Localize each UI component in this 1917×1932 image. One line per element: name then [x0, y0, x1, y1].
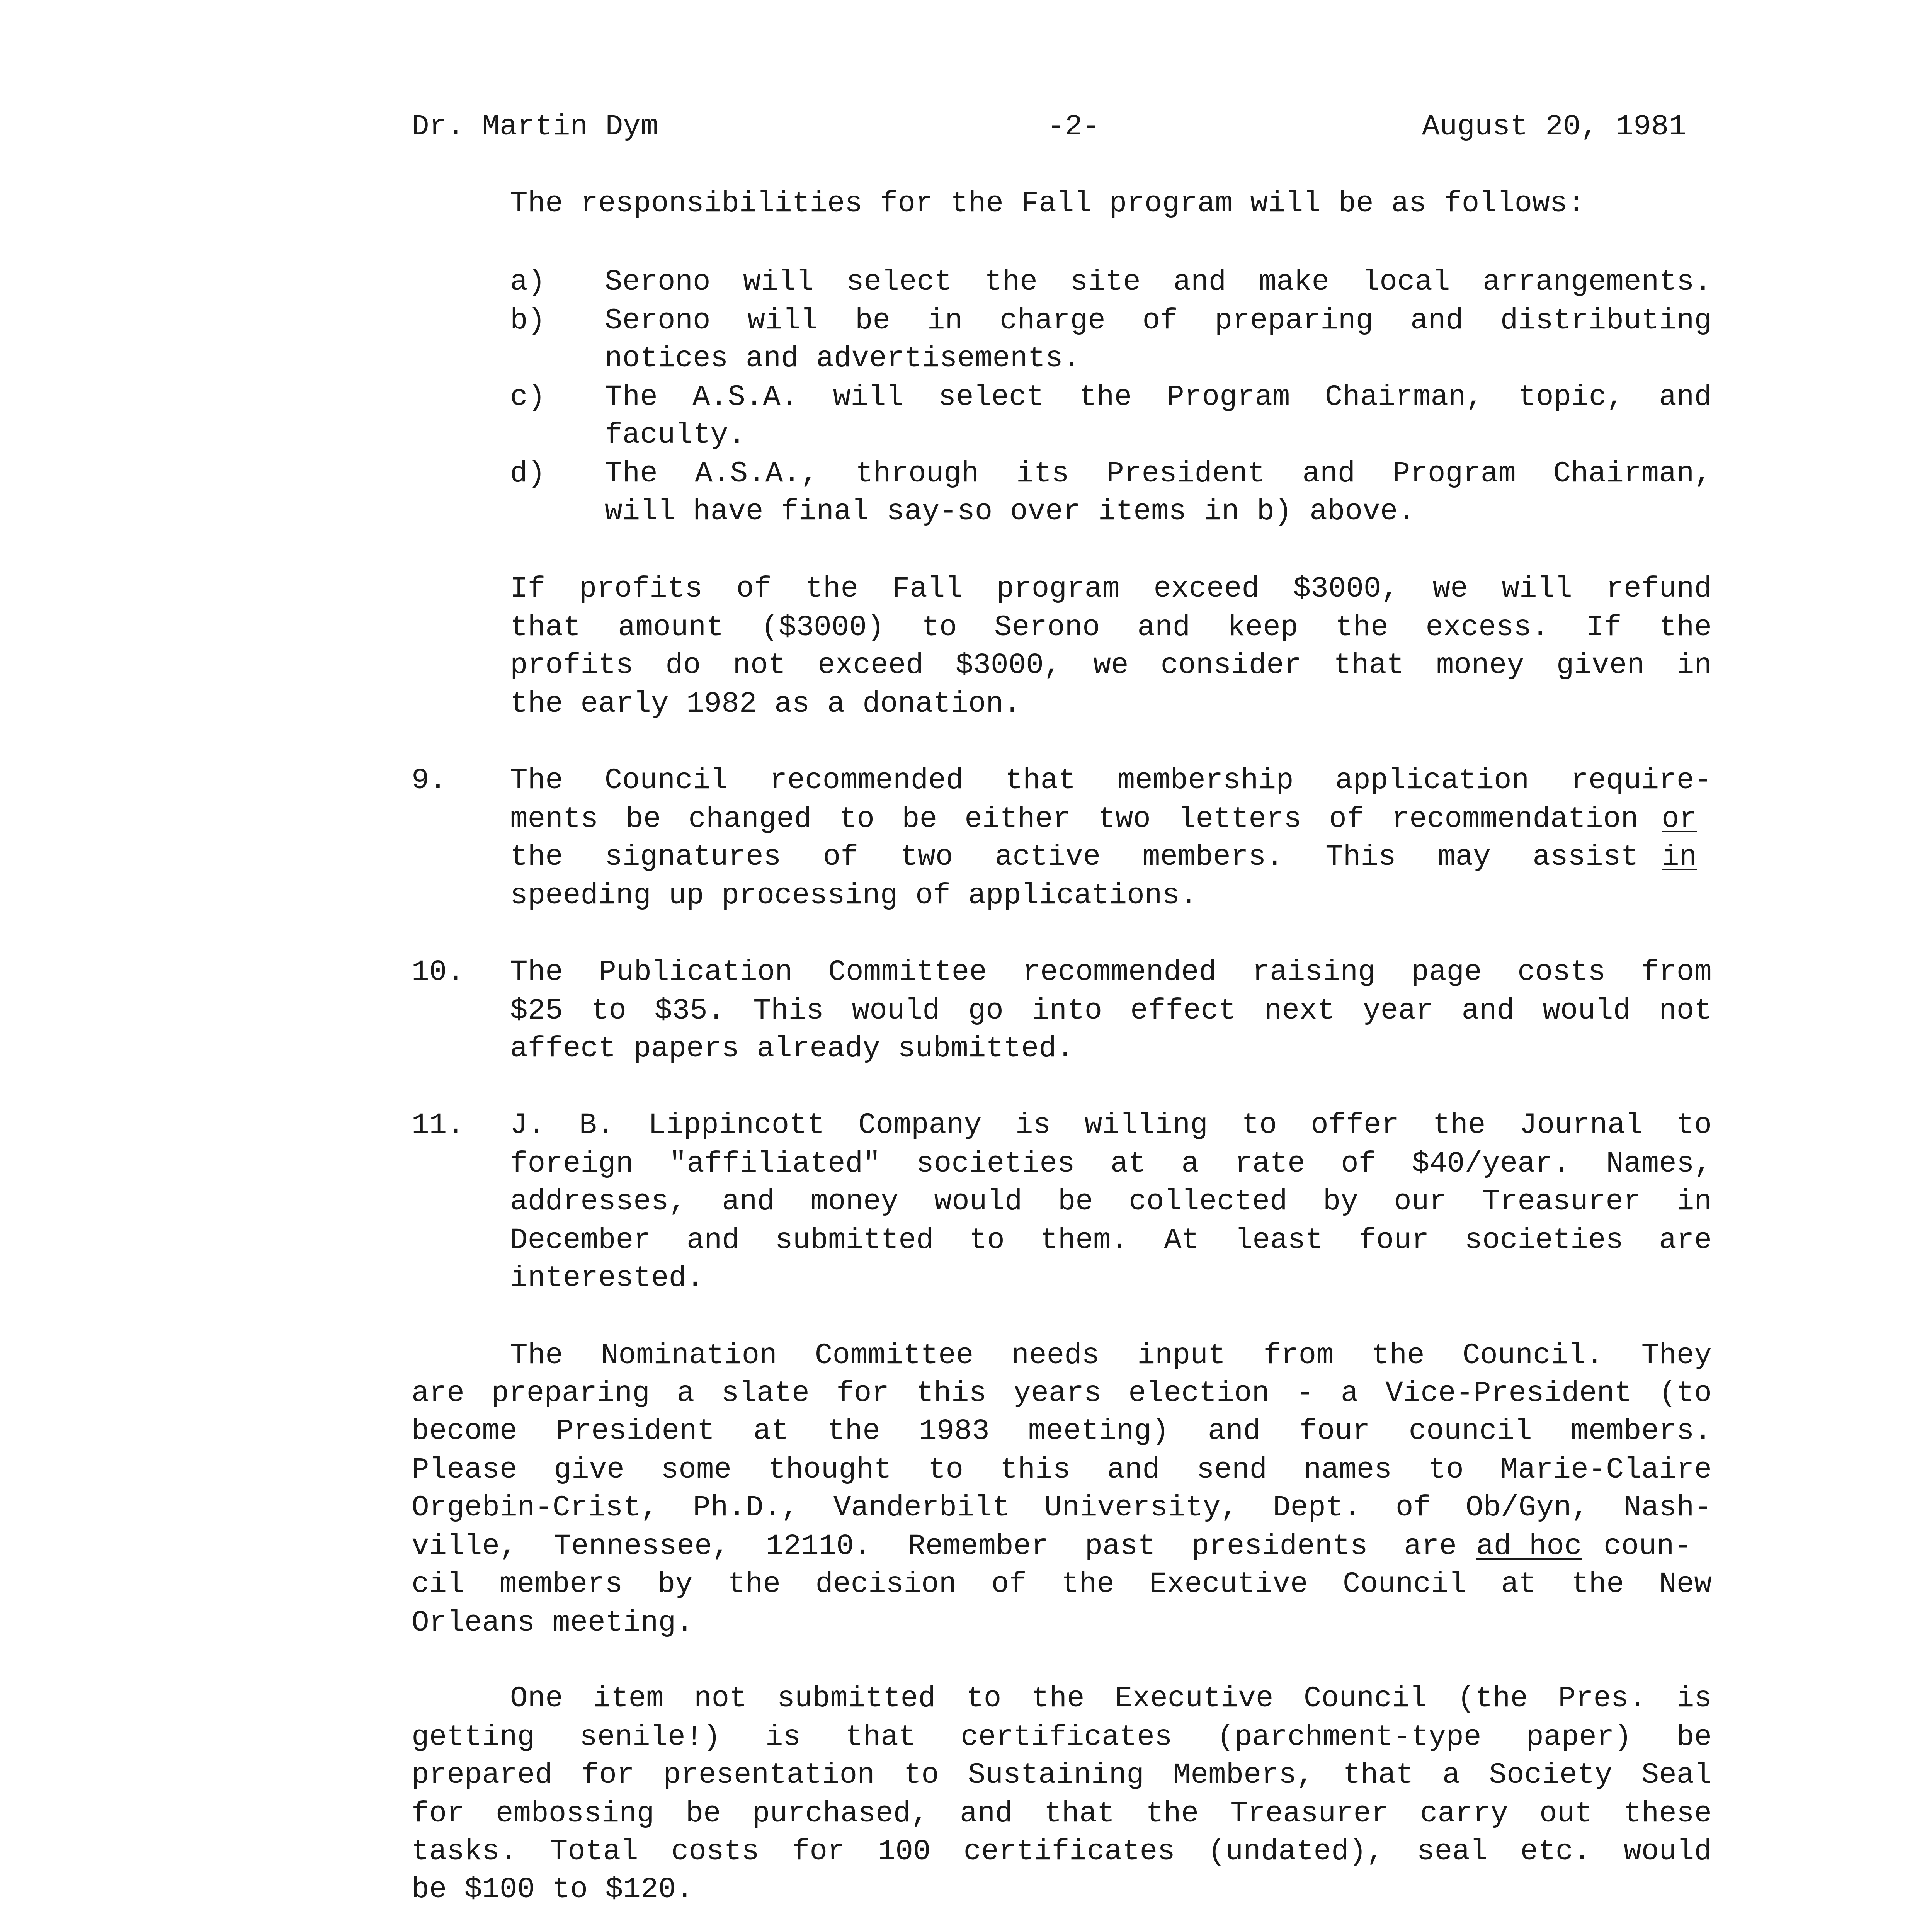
- list-marker-d: d): [510, 457, 546, 490]
- item-11-line-1: J. B. Lippincott Company is willing to offer the Journal to: [510, 1109, 1712, 1142]
- item-11-line-2: foreign "affiliated" societies at a rate of $40/year. Names,: [510, 1147, 1712, 1180]
- list-marker-c: c): [510, 381, 546, 414]
- certificates-line-6: be $100 to $120.: [412, 1873, 694, 1906]
- list-item-c-line-2: faculty.: [605, 418, 746, 452]
- profits-line-4: the early 1982 as a donation.: [510, 687, 1021, 721]
- certificates-line-1: One item not submitted to the Executive Council (the Pres. is: [510, 1682, 1712, 1715]
- nomination-line-5: Orgebin-Crist, Ph.D., Vanderbilt University, Dept. of Ob/Gyn, Nash-: [412, 1491, 1712, 1524]
- nomination-line-2: are preparing a slate for this years election - a Vice-President (to: [412, 1377, 1712, 1410]
- item-9-line-3: the signatures of two active members. This may assist: [510, 840, 1638, 874]
- page-number: -2-: [1047, 110, 1100, 143]
- nomination-line-6-after: coun-: [1604, 1530, 1692, 1563]
- nomination-line-6-before: ville, Tennessee, 12110. Remember past presidents are: [412, 1530, 1457, 1563]
- item-9-number: 9.: [412, 764, 447, 797]
- intro-line: The responsibilities for the Fall program will be as follows:: [510, 187, 1585, 220]
- nomination-line-3: become President at the 1983 meeting) and four council members.: [412, 1415, 1712, 1448]
- profits-line-2: that amount ($3000) to Serono and keep the excess. If the: [510, 611, 1712, 644]
- list-item-b-line-2: notices and advertisements.: [605, 342, 1081, 375]
- list-item-d-line-2: will have final say-so over items in b) above.: [605, 495, 1415, 528]
- item-9-line-2: ments be changed to be either two letters of recommendation: [510, 803, 1638, 836]
- profits-line-1: If profits of the Fall program exceed $3000, we will refund: [510, 572, 1712, 605]
- list-item-d-line-1: The A.S.A., through its President and Program Chairman,: [605, 457, 1712, 490]
- certificates-line-4: for embossing be purchased, and that the Treasurer carry out these: [412, 1797, 1712, 1830]
- nomination-line-4: Please give some thought to this and send names to Marie-Claire: [412, 1453, 1712, 1486]
- underlined-or: or: [1662, 803, 1697, 836]
- item-11-line-5: interested.: [510, 1262, 704, 1295]
- nomination-line-1: The Nomination Committee needs input from the Council. They: [510, 1339, 1712, 1372]
- item-11-line-4: December and submitted to them. At least four societies are: [510, 1224, 1712, 1257]
- item-10-line-2: $25 to $35. This would go into effect next year and would not: [510, 994, 1712, 1027]
- nomination-line-8: Orleans meeting.: [412, 1606, 694, 1639]
- underlined-in: in: [1662, 840, 1697, 874]
- list-item-b-line-1: Serono will be in charge of preparing and distributing: [605, 304, 1712, 337]
- recipient-name: Dr. Martin Dym: [412, 110, 658, 143]
- certificates-line-5: tasks. Total costs for 100 certificates (undated), seal etc. would: [412, 1835, 1712, 1868]
- list-item-c-line-1: The A.S.A. will select the Program Chairman, topic, and: [605, 381, 1712, 414]
- item-10-line-1: The Publication Committee recommended raising page costs from: [510, 956, 1712, 989]
- item-10-line-3: affect papers already submitted.: [510, 1032, 1074, 1065]
- certificates-line-2: getting senile!) is that certificates (parchment-type paper) be: [412, 1721, 1712, 1754]
- certificates-line-3: prepared for presentation to Sustaining Members, that a Society Seal: [412, 1759, 1712, 1792]
- profits-line-3: profits do not exceed $3000, we consider that money given in: [510, 649, 1712, 682]
- letter-date: August 20, 1981: [1422, 110, 1687, 143]
- list-item-a-line-1: Serono will select the site and make local arrangements.: [605, 265, 1712, 299]
- item-9-line-4: speeding up processing of applications.: [510, 879, 1197, 912]
- item-11-number: 11.: [412, 1109, 464, 1142]
- list-marker-b: b): [510, 304, 546, 337]
- item-9-line-1: The Council recommended that membership application require-: [510, 764, 1712, 797]
- item-11-line-3: addresses, and money would be collected by our Treasurer in: [510, 1185, 1712, 1218]
- list-marker-a: a): [510, 265, 546, 299]
- underlined-ad-hoc: ad hoc: [1476, 1530, 1582, 1563]
- nomination-line-7: cil members by the decision of the Executive Council at the New: [412, 1568, 1712, 1601]
- item-10-number: 10.: [412, 956, 464, 989]
